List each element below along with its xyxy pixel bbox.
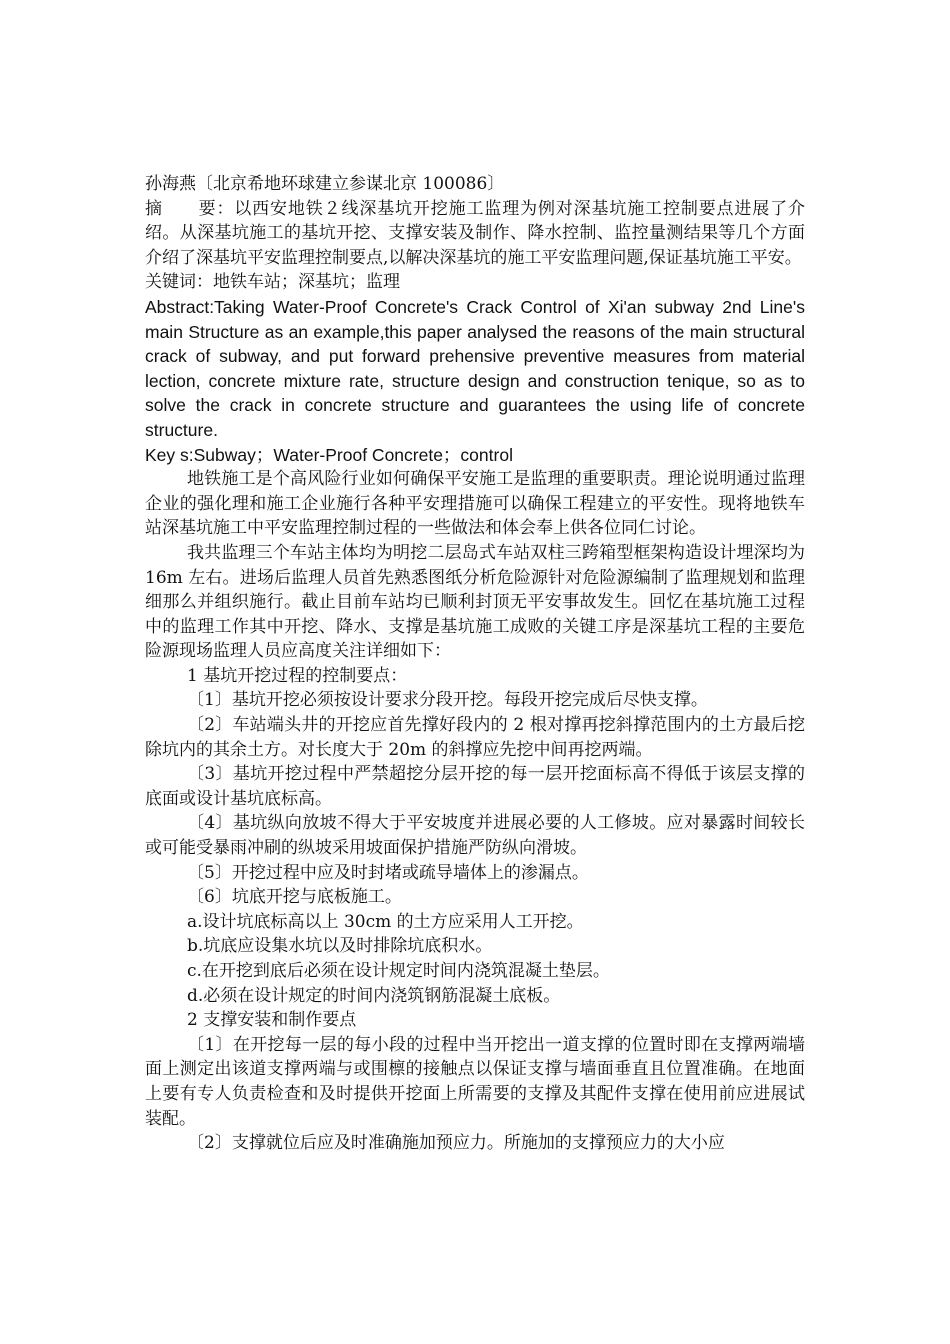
abstract-cn: 摘 要：以西安地铁２线深基坑开挖施工监理为例对深基坑施工控制要点进展了介绍。从深基坑施工的基坑开挖、支撑安装及制作、降水控制、监控量测结果等几个方面介绍了深基坑平安监理控制要点,以解决深基坑的施工平安监理问题,保证基坑施工平安。 (145, 198, 805, 268)
abstract-en: Abstract:Taking Water-Proof Concrete's Crack Control of Xi'an subway 2nd Line's main Structure as an example,this paper analysed the reasons of the main structural crack of subway, and put forward prehensive preventive measures from material lection, concrete mixture rate, structure design and construction tenique, so as to solve the crack in concrete structure and guarantees the using life of concrete structure. (145, 296, 805, 440)
keywords-cn: 关键词：地铁车站；深基坑；监理 (145, 272, 400, 293)
keywords-en: Key s:Subway；Water-Proof Concrete；control (145, 444, 513, 465)
section-1-item: 〔2〕车站端头井的开挖应首先撑好段内的 2 根对撑再挖斜撑范围内的土方最后挖除坑内的其余土方。对长度大于 20m 的斜撑应先挖中间再挖两端。 (145, 715, 805, 760)
section-1-item: 〔1〕基坑开挖必须按设计要求分段开挖。每段开挖完成后尽快支撑。 (187, 690, 708, 711)
section-1-item: 〔5〕开挖过程中应及时封堵或疏导墙体上的渗漏点。 (187, 862, 589, 883)
intro-paragraph-2: 我共监理三个车站主体均为明挖二层岛式车站双柱三跨箱型框架构造设计埋深均为 16m 左右。进场后监理人员首先熟悉图纸分析危险源针对危险源编制了监理规划和监理细那么并组织施行。截止目前车站均已顺利封顶无平安事故发生。回忆在基坑施工过程中的监理工作其中开挖、降水、支撑是基坑施工成败的关键工序是深基坑工程的主要危险源现场监理人员应高度关注详细如下： (145, 542, 805, 662)
section-1-subitem: b.坑底应设集水坑以及时排除坑底积水。 (187, 936, 493, 957)
section-1-item: 〔6〕坑底开挖与底板施工。 (187, 887, 402, 908)
section-1-item: 〔3〕基坑开挖过程中严禁超挖分层开挖的每一层开挖面标高不得低于该层支撑的底面或设计基坑底标高。 (145, 764, 805, 809)
section-1-subitem: c.在开挖到底后必须在设计规定时间内浇筑混凝土垫层。 (187, 961, 610, 981)
section-1-subitem: d.必须在设计规定的时间内浇筑钢筋混凝土底板。 (187, 985, 561, 1006)
section-2-item: 〔1〕在开挖每一层的每小段的过程中当开挖出一道支撑的位置时即在支撑两端墙面上测定出该道支撑两端与或围檩的接触点以保证支撑与墙面垂直且位置准确。在地面上要有专人负责检查和及时提供开挖面上所需要的支撑及其配件支撑在使用前应进展试装配。 (145, 1034, 805, 1129)
author-line: 孙海燕〔北京希地环球建立参谋北京 100086〕 (145, 174, 505, 194)
section-2-item: 〔2〕支撑就位后应及时准确施加预应力。所施加的支撑预应力的大小应 (187, 1133, 725, 1154)
document-page (145, 172, 805, 1156)
intro-paragraph-1: 地铁施工是个高风险行业如何确保平安施工是监理的重要职责。理论说明通过监理企业的强化理和施工企业施行各种平安理措施可以确保工程建立的平安性。现将地铁车站深基坑施工中平安监理控制过程的一些做法和体会奉上供各位同仁讨论。 (145, 469, 805, 539)
section-1-heading: 1 基坑开挖过程的控制要点： (187, 665, 408, 686)
section-1-subitem: a.设计坑底标高以上 30cm 的土方应采用人工开挖。 (187, 911, 584, 932)
section-1-item: 〔4〕基坑纵向放坡不得大于平安坡度并进展必要的人工修坡。应对暴露时间较长或可能受暴雨冲刷的纵坡采用坡面保护措施严防纵向滑坡。 (145, 813, 805, 859)
section-2-heading: 2 支撑安装和制作要点 (187, 1010, 357, 1031)
